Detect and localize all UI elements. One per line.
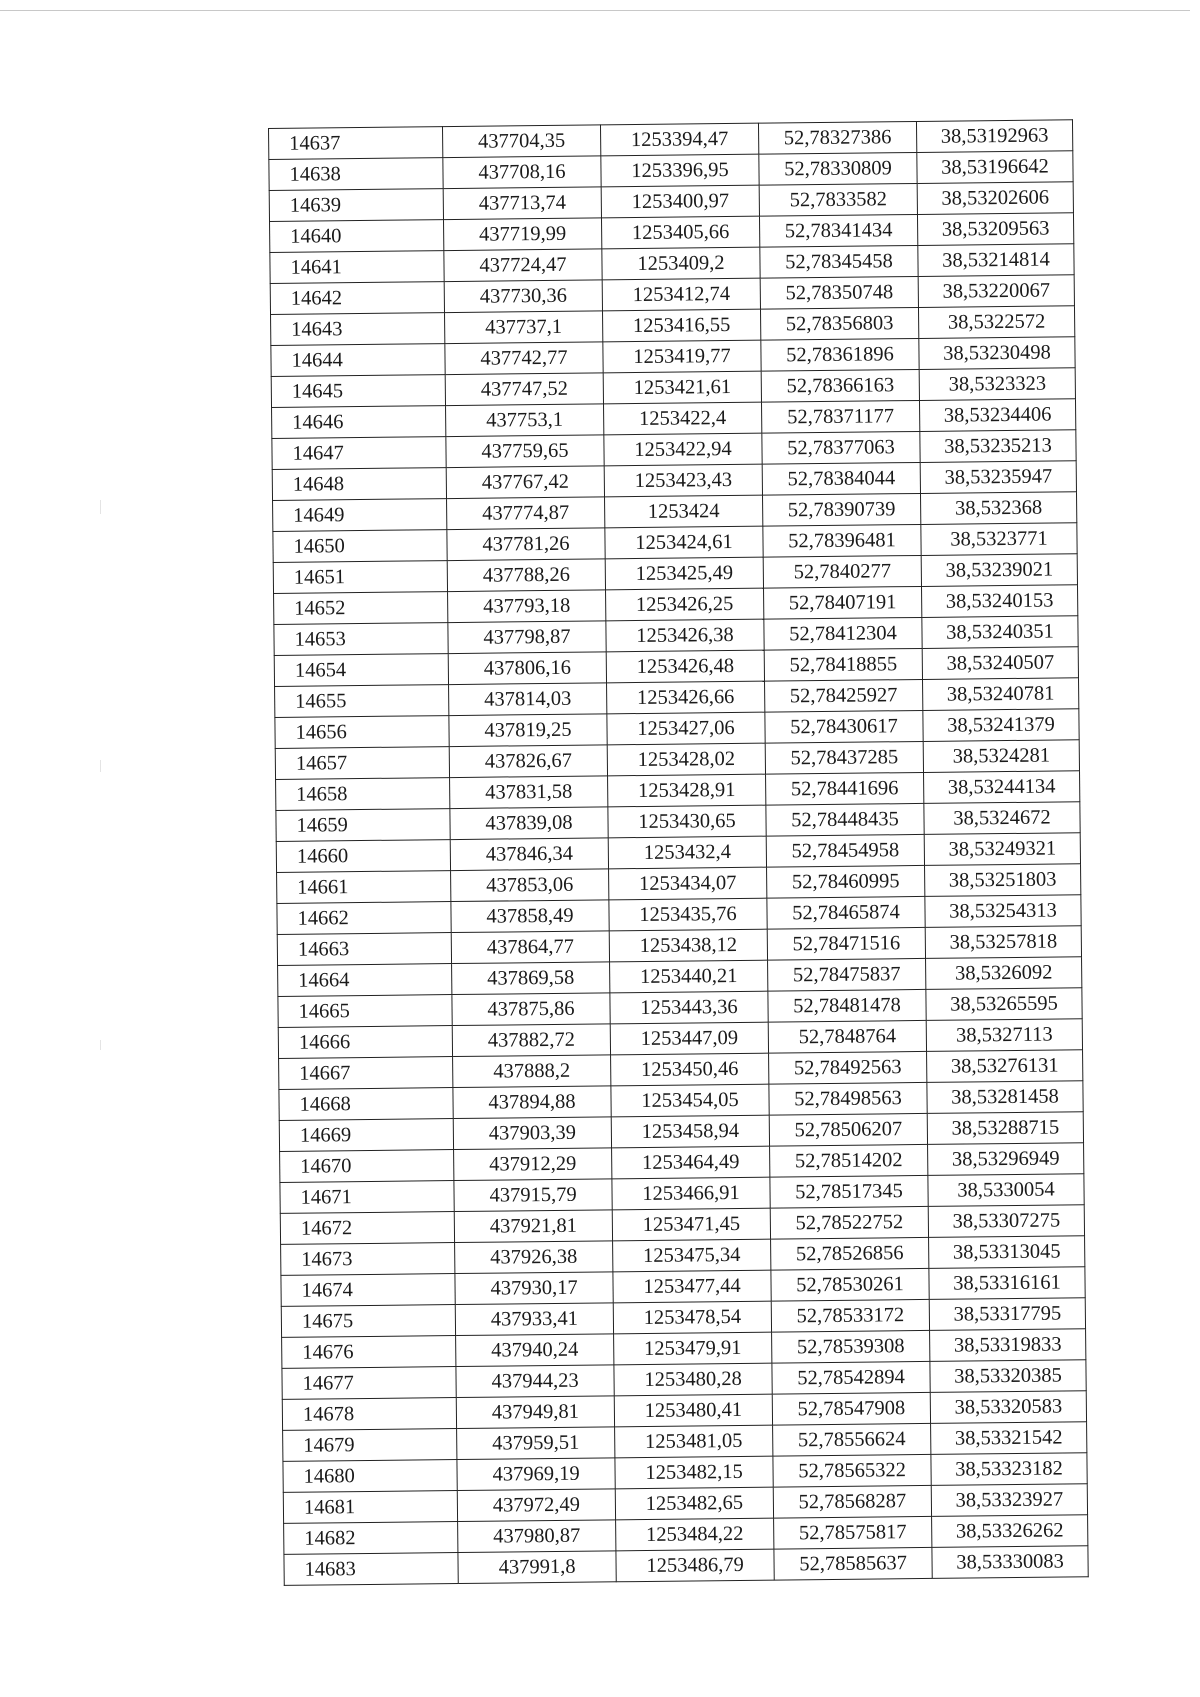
point-number-cell: 14659 bbox=[276, 809, 450, 842]
x-coordinate-cell: 437774,87 bbox=[447, 497, 605, 530]
x-coordinate-cell: 437969,19 bbox=[457, 1458, 615, 1491]
x-coordinate-cell: 437819,25 bbox=[449, 714, 607, 747]
y-coordinate-cell: 1253432,4 bbox=[608, 836, 766, 869]
y-coordinate-cell: 1253480,41 bbox=[614, 1394, 772, 1427]
point-number-cell: 14665 bbox=[278, 995, 452, 1028]
y-coordinate-cell: 1253435,76 bbox=[609, 898, 767, 931]
latitude-cell: 52,78492563 bbox=[769, 1051, 927, 1084]
scan-top-edge bbox=[0, 10, 1190, 11]
latitude-cell: 52,78585637 bbox=[774, 1547, 932, 1580]
longitude-cell: 38,53313045 bbox=[929, 1236, 1085, 1269]
y-coordinate-cell: 1253484,22 bbox=[616, 1518, 774, 1551]
x-coordinate-cell: 437767,42 bbox=[446, 466, 604, 499]
latitude-cell: 52,78517345 bbox=[770, 1175, 928, 1208]
point-number-cell: 14657 bbox=[275, 747, 449, 780]
latitude-cell: 52,7840277 bbox=[763, 555, 921, 588]
longitude-cell: 38,53323182 bbox=[931, 1453, 1087, 1486]
x-coordinate-cell: 437737,1 bbox=[445, 311, 603, 344]
point-number-cell: 14679 bbox=[283, 1429, 457, 1462]
point-number-cell: 14670 bbox=[280, 1150, 454, 1183]
x-coordinate-cell: 437753,1 bbox=[446, 404, 604, 437]
latitude-cell: 52,78539308 bbox=[772, 1330, 930, 1363]
y-coordinate-cell: 1253478,54 bbox=[613, 1301, 771, 1334]
longitude-cell: 38,53214814 bbox=[918, 244, 1074, 277]
longitude-cell: 38,53230498 bbox=[919, 337, 1075, 370]
y-coordinate-cell: 1253396,95 bbox=[601, 154, 759, 187]
point-number-cell: 14675 bbox=[281, 1305, 455, 1338]
longitude-cell: 38,53244134 bbox=[924, 771, 1080, 804]
point-number-cell: 14654 bbox=[274, 654, 448, 687]
y-coordinate-cell: 1253428,02 bbox=[607, 743, 765, 776]
latitude-cell: 52,78514202 bbox=[770, 1144, 928, 1177]
longitude-cell: 38,53317795 bbox=[929, 1298, 1085, 1331]
latitude-cell: 52,78465874 bbox=[767, 896, 925, 929]
longitude-cell: 38,53235947 bbox=[920, 461, 1076, 494]
latitude-cell: 52,7833582 bbox=[759, 183, 917, 216]
point-number-cell: 14671 bbox=[280, 1181, 454, 1214]
latitude-cell: 52,78418855 bbox=[764, 648, 922, 681]
y-coordinate-cell: 1253479,91 bbox=[614, 1332, 772, 1365]
point-number-cell: 14662 bbox=[277, 902, 451, 935]
latitude-cell: 52,78356803 bbox=[760, 307, 918, 340]
y-coordinate-cell: 1253430,65 bbox=[608, 805, 766, 838]
y-coordinate-cell: 1253423,43 bbox=[604, 464, 762, 497]
x-coordinate-cell: 437972,49 bbox=[457, 1489, 615, 1522]
latitude-cell: 52,78475837 bbox=[768, 958, 926, 991]
latitude-cell: 52,78454958 bbox=[766, 834, 924, 867]
coordinates-table bbox=[268, 119, 1089, 1586]
point-number-cell: 14658 bbox=[276, 778, 450, 811]
x-coordinate-cell: 437788,26 bbox=[447, 559, 605, 592]
x-coordinate-cell: 437798,87 bbox=[448, 621, 606, 654]
point-number-cell: 14639 bbox=[269, 189, 443, 222]
longitude-cell: 38,53240781 bbox=[923, 678, 1079, 711]
y-coordinate-cell: 1253416,55 bbox=[602, 309, 760, 342]
x-coordinate-cell: 437903,39 bbox=[453, 1117, 611, 1150]
x-coordinate-cell: 437869,58 bbox=[452, 962, 610, 995]
point-number-cell: 14650 bbox=[273, 530, 447, 563]
latitude-cell: 52,78522752 bbox=[770, 1206, 928, 1239]
x-coordinate-cell: 437882,72 bbox=[452, 1024, 610, 1057]
y-coordinate-cell: 1253427,06 bbox=[607, 712, 765, 745]
x-coordinate-cell: 437742,77 bbox=[445, 342, 603, 375]
longitude-cell: 38,53296949 bbox=[928, 1143, 1084, 1176]
point-number-cell: 14641 bbox=[270, 251, 444, 284]
longitude-cell: 38,5324281 bbox=[923, 740, 1079, 773]
longitude-cell: 38,53321542 bbox=[931, 1422, 1087, 1455]
point-number-cell: 14638 bbox=[269, 158, 443, 191]
x-coordinate-cell: 437949,81 bbox=[456, 1396, 614, 1429]
point-number-cell: 14637 bbox=[269, 127, 443, 160]
longitude-cell: 38,5324672 bbox=[924, 802, 1080, 835]
y-coordinate-cell: 1253424 bbox=[605, 495, 763, 528]
y-coordinate-cell: 1253482,15 bbox=[615, 1456, 773, 1489]
longitude-cell: 38,5323771 bbox=[921, 523, 1077, 556]
y-coordinate-cell: 1253486,79 bbox=[616, 1549, 774, 1582]
point-number-cell: 14643 bbox=[271, 313, 445, 346]
x-coordinate-cell: 437926,38 bbox=[455, 1241, 613, 1274]
longitude-cell: 38,532368 bbox=[920, 492, 1076, 525]
y-coordinate-cell: 1253480,28 bbox=[614, 1363, 772, 1396]
longitude-cell: 38,53234406 bbox=[919, 399, 1075, 432]
longitude-cell: 38,53196642 bbox=[917, 151, 1073, 184]
y-coordinate-cell: 1253477,44 bbox=[613, 1270, 771, 1303]
longitude-cell: 38,53316161 bbox=[929, 1267, 1085, 1300]
y-coordinate-cell: 1253426,25 bbox=[606, 588, 764, 621]
y-coordinate-cell: 1253419,77 bbox=[603, 340, 761, 373]
latitude-cell: 52,78441696 bbox=[766, 772, 924, 805]
x-coordinate-cell: 437858,49 bbox=[451, 900, 609, 933]
longitude-cell: 38,53307275 bbox=[928, 1205, 1084, 1238]
longitude-cell: 38,53326262 bbox=[932, 1515, 1088, 1548]
longitude-cell: 38,5327113 bbox=[926, 1019, 1082, 1052]
longitude-cell: 38,5330054 bbox=[928, 1174, 1084, 1207]
x-coordinate-cell: 437933,41 bbox=[455, 1303, 613, 1336]
point-number-cell: 14652 bbox=[274, 592, 448, 625]
point-number-cell: 14668 bbox=[279, 1088, 453, 1121]
point-number-cell: 14647 bbox=[272, 437, 446, 470]
longitude-cell: 38,53320385 bbox=[930, 1360, 1086, 1393]
latitude-cell: 52,78533172 bbox=[771, 1299, 929, 1332]
y-coordinate-cell: 1253412,74 bbox=[602, 278, 760, 311]
latitude-cell: 52,78448435 bbox=[766, 803, 924, 836]
latitude-cell: 52,78366163 bbox=[761, 369, 919, 402]
latitude-cell: 52,78430617 bbox=[765, 710, 923, 743]
x-coordinate-cell: 437713,74 bbox=[443, 187, 601, 220]
point-number-cell: 14644 bbox=[271, 344, 445, 377]
longitude-cell: 38,53192963 bbox=[916, 120, 1072, 153]
point-number-cell: 14649 bbox=[273, 499, 447, 532]
x-coordinate-cell: 437781,26 bbox=[447, 528, 605, 561]
latitude-cell: 52,78575817 bbox=[774, 1516, 932, 1549]
latitude-cell: 52,78407191 bbox=[764, 586, 922, 619]
longitude-cell: 38,5326092 bbox=[926, 957, 1082, 990]
point-number-cell: 14682 bbox=[284, 1522, 458, 1555]
latitude-cell: 52,78498563 bbox=[769, 1082, 927, 1115]
x-coordinate-cell: 437793,18 bbox=[448, 590, 606, 623]
y-coordinate-cell: 1253454,05 bbox=[611, 1084, 769, 1117]
y-coordinate-cell: 1253466,91 bbox=[612, 1177, 770, 1210]
y-coordinate-cell: 1253424,61 bbox=[605, 526, 763, 559]
y-coordinate-cell: 1253394,47 bbox=[600, 123, 758, 156]
longitude-cell: 38,53209563 bbox=[917, 213, 1073, 246]
longitude-cell: 38,53323927 bbox=[931, 1484, 1087, 1517]
point-number-cell: 14645 bbox=[271, 375, 445, 408]
latitude-cell: 52,78377063 bbox=[762, 431, 920, 464]
point-number-cell: 14651 bbox=[273, 561, 447, 594]
point-number-cell: 14646 bbox=[272, 406, 446, 439]
longitude-cell: 38,53257818 bbox=[925, 926, 1081, 959]
y-coordinate-cell: 1253475,34 bbox=[613, 1239, 771, 1272]
latitude-cell: 52,78350748 bbox=[760, 276, 918, 309]
y-coordinate-cell: 1253405,66 bbox=[601, 216, 759, 249]
x-coordinate-cell: 437888,2 bbox=[453, 1055, 611, 1088]
longitude-cell: 38,53249321 bbox=[924, 833, 1080, 866]
y-coordinate-cell: 1253438,12 bbox=[609, 929, 767, 962]
latitude-cell: 52,78327386 bbox=[758, 121, 916, 154]
point-number-cell: 14663 bbox=[277, 933, 451, 966]
x-coordinate-cell: 437944,23 bbox=[456, 1365, 614, 1398]
point-number-cell: 14667 bbox=[279, 1057, 453, 1090]
point-number-cell: 14648 bbox=[272, 468, 446, 501]
latitude-cell: 52,78526856 bbox=[771, 1237, 929, 1270]
latitude-cell: 52,78425927 bbox=[765, 679, 923, 712]
x-coordinate-cell: 437912,29 bbox=[454, 1148, 612, 1181]
x-coordinate-cell: 437831,58 bbox=[450, 776, 608, 809]
x-coordinate-cell: 437930,17 bbox=[455, 1272, 613, 1305]
longitude-cell: 38,5322572 bbox=[918, 306, 1074, 339]
point-number-cell: 14669 bbox=[279, 1119, 453, 1152]
latitude-cell: 52,78506207 bbox=[769, 1113, 927, 1146]
y-coordinate-cell: 1253422,4 bbox=[604, 402, 762, 435]
longitude-cell: 38,53235213 bbox=[920, 430, 1076, 463]
point-number-cell: 14672 bbox=[280, 1212, 454, 1245]
point-number-cell: 14640 bbox=[270, 220, 444, 253]
longitude-cell: 38,53330083 bbox=[932, 1546, 1088, 1579]
point-number-cell: 14678 bbox=[282, 1398, 456, 1431]
latitude-cell: 52,78371177 bbox=[761, 400, 919, 433]
y-coordinate-cell: 1253425,49 bbox=[605, 557, 763, 590]
x-coordinate-cell: 437853,06 bbox=[451, 869, 609, 902]
point-number-cell: 14661 bbox=[277, 871, 451, 904]
y-coordinate-cell: 1253434,07 bbox=[609, 867, 767, 900]
point-number-cell: 14683 bbox=[284, 1553, 458, 1586]
y-coordinate-cell: 1253481,05 bbox=[615, 1425, 773, 1458]
point-number-cell: 14681 bbox=[283, 1491, 457, 1524]
point-number-cell: 14660 bbox=[276, 840, 450, 873]
point-number-cell: 14655 bbox=[275, 685, 449, 718]
x-coordinate-cell: 437747,52 bbox=[445, 373, 603, 406]
latitude-cell: 52,78330809 bbox=[759, 152, 917, 185]
longitude-cell: 38,53220067 bbox=[918, 275, 1074, 308]
latitude-cell: 52,78396481 bbox=[763, 524, 921, 557]
point-number-cell: 14677 bbox=[282, 1367, 456, 1400]
longitude-cell: 38,53240153 bbox=[921, 585, 1077, 618]
y-coordinate-cell: 1253440,21 bbox=[610, 960, 768, 993]
longitude-cell: 38,53320583 bbox=[930, 1391, 1086, 1424]
y-coordinate-cell: 1253471,45 bbox=[612, 1208, 770, 1241]
x-coordinate-cell: 437759,65 bbox=[446, 435, 604, 468]
latitude-cell: 52,78341434 bbox=[759, 214, 917, 247]
y-coordinate-cell: 1253482,65 bbox=[615, 1487, 773, 1520]
x-coordinate-cell: 437814,03 bbox=[449, 683, 607, 716]
longitude-cell: 38,53254313 bbox=[925, 895, 1081, 928]
point-number-cell: 14676 bbox=[282, 1336, 456, 1369]
y-coordinate-cell: 1253421,61 bbox=[603, 371, 761, 404]
x-coordinate-cell: 437940,24 bbox=[456, 1334, 614, 1367]
y-coordinate-cell: 1253428,91 bbox=[608, 774, 766, 807]
scan-margin-mark bbox=[100, 760, 101, 772]
point-number-cell: 14664 bbox=[278, 964, 452, 997]
longitude-cell: 38,53276131 bbox=[927, 1050, 1083, 1083]
latitude-cell: 52,78460995 bbox=[767, 865, 925, 898]
latitude-cell: 52,7848764 bbox=[768, 1020, 926, 1053]
longitude-cell: 38,53202606 bbox=[917, 182, 1073, 215]
y-coordinate-cell: 1253443,36 bbox=[610, 991, 768, 1024]
scan-margin-mark bbox=[100, 1040, 101, 1050]
y-coordinate-cell: 1253426,48 bbox=[606, 650, 764, 683]
longitude-cell: 38,5323323 bbox=[919, 368, 1075, 401]
longitude-cell: 38,53281458 bbox=[927, 1081, 1083, 1114]
latitude-cell: 52,78437285 bbox=[765, 741, 923, 774]
latitude-cell: 52,78565322 bbox=[773, 1454, 931, 1487]
longitude-cell: 38,53240507 bbox=[922, 647, 1078, 680]
y-coordinate-cell: 1253450,46 bbox=[611, 1053, 769, 1086]
longitude-cell: 38,53251803 bbox=[925, 864, 1081, 897]
x-coordinate-cell: 437730,36 bbox=[444, 280, 602, 313]
x-coordinate-cell: 437846,34 bbox=[450, 838, 608, 871]
point-number-cell: 14680 bbox=[283, 1460, 457, 1493]
x-coordinate-cell: 437959,51 bbox=[457, 1427, 615, 1460]
latitude-cell: 52,78542894 bbox=[772, 1361, 930, 1394]
x-coordinate-cell: 437724,47 bbox=[444, 249, 602, 282]
point-number-cell: 14673 bbox=[281, 1243, 455, 1276]
point-number-cell: 14666 bbox=[278, 1026, 452, 1059]
y-coordinate-cell: 1253426,66 bbox=[607, 681, 765, 714]
x-coordinate-cell: 437719,99 bbox=[444, 218, 602, 251]
x-coordinate-cell: 437980,87 bbox=[458, 1520, 616, 1553]
coordinates-table-body bbox=[269, 120, 1089, 1586]
x-coordinate-cell: 437864,77 bbox=[451, 931, 609, 964]
x-coordinate-cell: 437875,86 bbox=[452, 993, 610, 1026]
y-coordinate-cell: 1253464,49 bbox=[612, 1146, 770, 1179]
latitude-cell: 52,78361896 bbox=[761, 338, 919, 371]
x-coordinate-cell: 437894,88 bbox=[453, 1086, 611, 1119]
x-coordinate-cell: 437921,81 bbox=[454, 1210, 612, 1243]
point-number-cell: 14642 bbox=[270, 282, 444, 315]
x-coordinate-cell: 437915,79 bbox=[454, 1179, 612, 1212]
latitude-cell: 52,78547908 bbox=[772, 1392, 930, 1425]
y-coordinate-cell: 1253400,97 bbox=[601, 185, 759, 218]
y-coordinate-cell: 1253458,94 bbox=[611, 1115, 769, 1148]
latitude-cell: 52,78481478 bbox=[768, 989, 926, 1022]
latitude-cell: 52,78471516 bbox=[767, 927, 925, 960]
latitude-cell: 52,78556624 bbox=[773, 1423, 931, 1456]
latitude-cell: 52,78568287 bbox=[773, 1485, 931, 1518]
x-coordinate-cell: 437839,08 bbox=[450, 807, 608, 840]
y-coordinate-cell: 1253447,09 bbox=[610, 1022, 768, 1055]
x-coordinate-cell: 437806,16 bbox=[448, 652, 606, 685]
latitude-cell: 52,78412304 bbox=[764, 617, 922, 650]
longitude-cell: 38,53319833 bbox=[930, 1329, 1086, 1362]
scan-margin-mark bbox=[100, 500, 101, 514]
longitude-cell: 38,53265595 bbox=[926, 988, 1082, 1021]
x-coordinate-cell: 437826,67 bbox=[449, 745, 607, 778]
longitude-cell: 38,53288715 bbox=[927, 1112, 1083, 1145]
x-coordinate-cell: 437991,8 bbox=[458, 1551, 616, 1584]
latitude-cell: 52,78390739 bbox=[763, 493, 921, 526]
longitude-cell: 38,53241379 bbox=[923, 709, 1079, 742]
latitude-cell: 52,78384044 bbox=[762, 462, 920, 495]
x-coordinate-cell: 437708,16 bbox=[443, 156, 601, 189]
point-number-cell: 14653 bbox=[274, 623, 448, 656]
longitude-cell: 38,53239021 bbox=[921, 554, 1077, 587]
latitude-cell: 52,78345458 bbox=[760, 245, 918, 278]
point-number-cell: 14674 bbox=[281, 1274, 455, 1307]
x-coordinate-cell: 437704,35 bbox=[442, 125, 600, 158]
y-coordinate-cell: 1253422,94 bbox=[604, 433, 762, 466]
y-coordinate-cell: 1253409,2 bbox=[602, 247, 760, 280]
longitude-cell: 38,53240351 bbox=[922, 616, 1078, 649]
y-coordinate-cell: 1253426,38 bbox=[606, 619, 764, 652]
latitude-cell: 52,78530261 bbox=[771, 1268, 929, 1301]
point-number-cell: 14656 bbox=[275, 716, 449, 749]
